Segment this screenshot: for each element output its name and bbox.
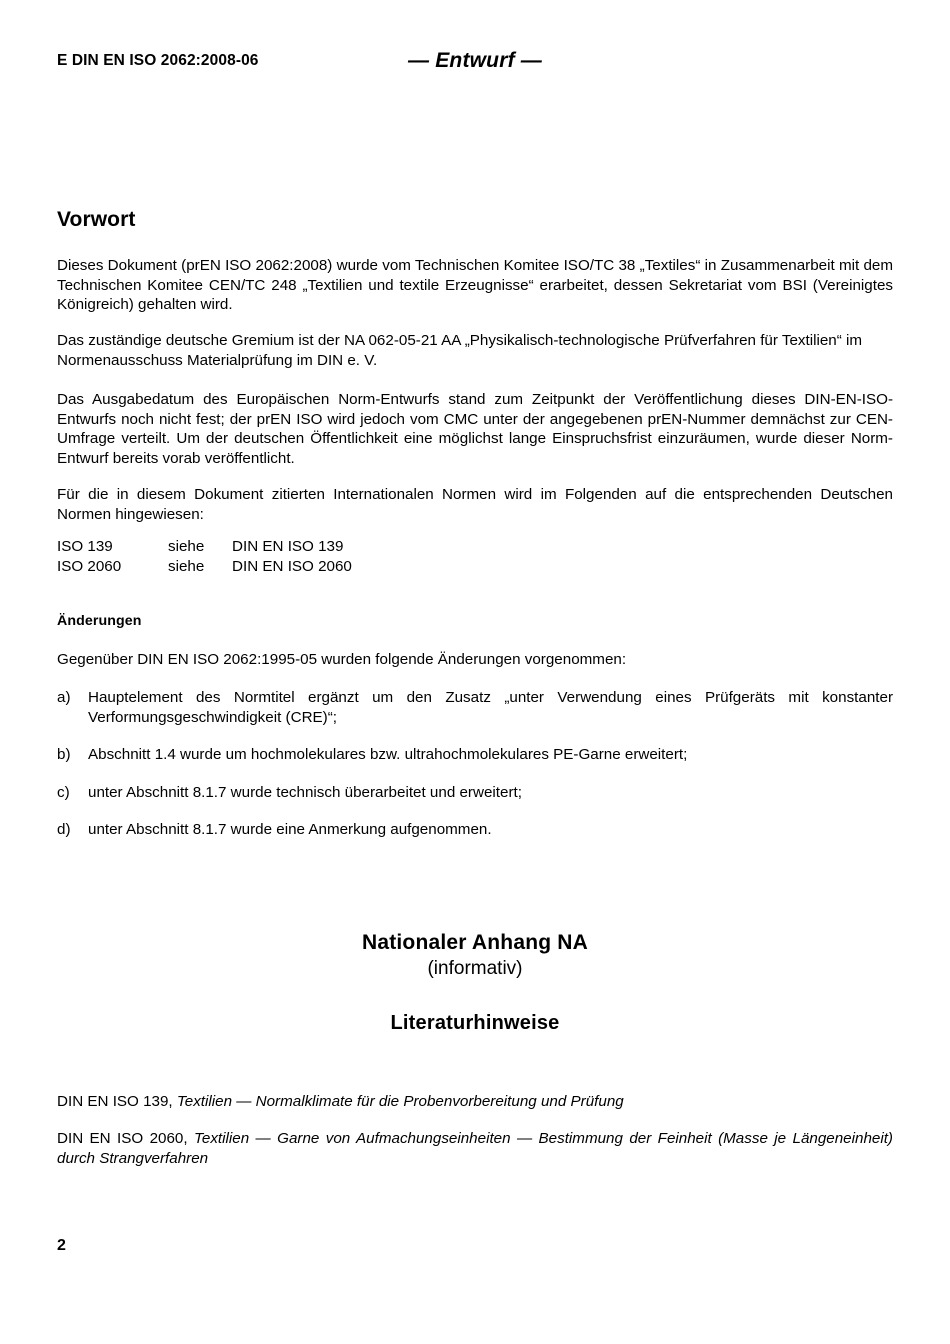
annex-section-title: Literaturhinweise <box>390 1012 560 1034</box>
foreword-paragraph-2: Das zuständige deutsche Gremium ist der NA 062-05-21 AA „Physikalisch-technologische Prüfverfahren für Textilien“ im Normenausschuss Materialprüfung im DIN e. V. <box>57 332 863 369</box>
iso-reference-link-word: siehe <box>168 557 205 575</box>
din-reference-number: DIN EN ISO 139 <box>232 538 344 555</box>
iso-reference-number: ISO 2060 <box>57 557 122 575</box>
list-item-text: unter Abschnitt 8.1.7 wurde technisch überarbeitet und erweitert; <box>88 783 522 801</box>
foreword-paragraph-3: Das Ausgabedatum des Europäischen Norm-Entwurfs stand zum Zeitpunkt der Veröffentlichung dieses DIN-EN-ISO-Entwurfs noch nicht fest; der prEN ISO wird jedoch vom CMC unter der angegebenen prEN-Nummer demnächst zur CEN-Umfrage verteilt. Um der deutschen Öffentlichkeit eine möglichst lange Einspruchsfrist einzuräumen, wurde dieser Norm-Entwurf bereits vorab veröffentlicht. <box>57 391 893 467</box>
page-header <box>57 49 893 78</box>
foreword-paragraph-1: Dieses Dokument (prEN ISO 2062:2008) wurde vom Technischen Komitee ISO/TC 38 „Textiles“ in Zusammenarbeit mit dem Technischen Komitee CEN/TC 248 „Textilien und textile Erzeugnisse“ erarbeitet, dessen Sekretariat vom BSI (Vereinigtes Königreich) gehalten wird. <box>57 257 893 314</box>
list-item-marker: d) <box>57 821 71 839</box>
iso-reference-number: ISO 139 <box>57 538 113 555</box>
bibliography-entry-2 <box>57 1129 893 1168</box>
bibliography-title: Textilien — Normalklimate für die Probenvorbereitung und Prüfung <box>176 1093 624 1110</box>
list-item <box>57 783 893 803</box>
bibliography-title: Textilien — Garne von Aufmachungseinheiten — Bestimmung der Feinheit (Masse je Längeneinheit) durch Strangverfahren <box>57 1130 893 1167</box>
national-annex-block <box>57 930 893 1036</box>
table-row <box>57 557 352 577</box>
foreword-paragraph-4: Für die in diesem Dokument zitierten Internationalen Normen wird im Folgenden auf die entsprechenden Deutschen Normen hingewiesen: <box>57 486 893 523</box>
draft-marker: — Entwurf — <box>407 49 543 72</box>
list-item-marker: c) <box>57 783 70 801</box>
iso-reference-table <box>57 537 352 576</box>
list-item-marker: a) <box>57 689 71 706</box>
list-item-text: Abschnitt 1.4 wurde um hochmolekulares bzw. ultrahochmolekulares PE-Garne erweitert; <box>88 746 688 764</box>
din-reference-number: DIN EN ISO 2060 <box>232 557 352 575</box>
changes-list <box>57 688 893 858</box>
foreword-heading: Vorwort <box>57 208 136 231</box>
list-item <box>57 688 893 727</box>
annex-title: Nationaler Anhang NA <box>361 931 589 954</box>
table-row <box>57 537 352 557</box>
list-item-marker: b) <box>57 746 71 764</box>
changes-heading: Änderungen <box>57 613 142 629</box>
list-item-text: unter Abschnitt 8.1.7 wurde eine Anmerkung aufgenommen. <box>88 821 492 839</box>
list-item <box>57 820 893 840</box>
bibliography-designation: DIN EN ISO 2060, <box>57 1130 194 1147</box>
list-item <box>57 745 893 765</box>
bibliography-entry-1 <box>57 1092 893 1112</box>
standard-designation: E DIN EN ISO 2062:2008-06 <box>57 52 259 69</box>
list-item-text: Hauptelement des Normtitel ergänzt um den Zusatz „unter Verwendung eines Prüfgeräts mit konstanter Verformungsgeschwindigkeit (CRE)“; <box>88 689 893 726</box>
annex-subtitle: (informativ) <box>427 958 523 979</box>
page-number: 2 <box>57 1237 66 1254</box>
iso-reference-link-word: siehe <box>168 538 205 555</box>
bibliography-designation: DIN EN ISO 139, <box>57 1093 177 1110</box>
changes-intro: Gegenüber DIN EN ISO 2062:1995-05 wurden folgende Änderungen vorgenommen: <box>57 651 627 668</box>
